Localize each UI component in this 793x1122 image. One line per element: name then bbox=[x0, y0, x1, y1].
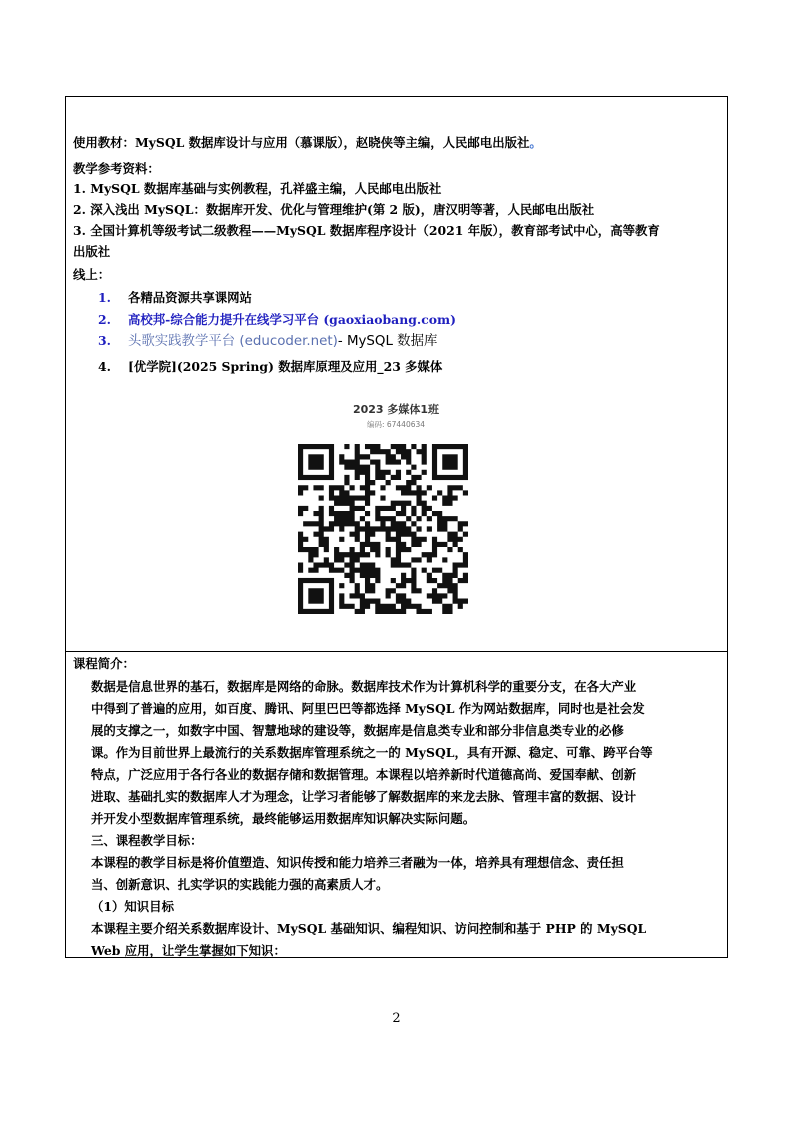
content-table bbox=[65, 96, 728, 958]
intro-line: 并开发小型数据库管理系统，最终能够运用数据库知识解决实际问题。 bbox=[91, 811, 476, 826]
knowledge-line: 本课程主要介绍关系数据库设计、MySQL 基础知识、编程知识、访问控制和基于 PHP 的 MySQL bbox=[91, 921, 647, 936]
ref-item: 出版社 bbox=[73, 244, 111, 259]
intro-title: 课程简介： bbox=[73, 656, 135, 671]
intro-line: 特点，广泛应用于各行各业的数据存储和数据管理。本课程以培养新时代道德高尚、爱国奉献、创新 bbox=[91, 767, 637, 782]
online-title: 线上： bbox=[73, 267, 111, 282]
page-number: 2 bbox=[392, 1011, 401, 1026]
intro-line: 展的支撑之一，如数字中国、智慧地球的建设等，数据库是信息类专业和部分非信息类专业的必修 bbox=[91, 723, 624, 738]
ref-item: 3. 全国计算机等级考试二级教程——MySQL 数据库程序设计（2021 年版），教育部考试中心，高等教育 bbox=[73, 223, 660, 238]
online-item-1: 1. 各精品资源共享课网站 bbox=[98, 290, 252, 305]
materials-cell bbox=[66, 97, 727, 652]
ref-item: 1. MySQL 数据库基础与实例教程，孔祥盛主编，人民邮电出版社 bbox=[73, 181, 442, 196]
online-item-2[interactable]: 2. 高校邦-综合能力提升在线学习平台 (gaoxiaobang.com) bbox=[98, 312, 456, 327]
online-item-3[interactable]: 3. 头歌实践教学平台 (educoder.net)- MySQL 数据库 bbox=[98, 333, 438, 349]
gaoxiaobang-link[interactable]: 高校邦-综合能力提升在线学习平台 (gaoxiaobang.com) bbox=[128, 312, 456, 327]
qr-title: 2023 多媒体1班 bbox=[352, 403, 440, 416]
goals-line: 本课程的教学目标是将价值塑造、知识传授和能力培养三者融为一体，培养具有理想信念、责任担 bbox=[91, 855, 624, 870]
knowledge-line: Web 应用，让学生掌握如下知识： bbox=[91, 943, 286, 958]
intro-cell bbox=[66, 652, 727, 957]
refs-title: 教学参考资料： bbox=[73, 161, 160, 176]
qr-code-image bbox=[298, 444, 468, 614]
intro-line: 中得到了普遍的应用，如百度、腾讯、阿里巴巴等都选择 MySQL 作为网站数据库，同时也是社会发 bbox=[91, 701, 645, 716]
qr-finder bbox=[298, 578, 334, 614]
ref-item: 2. 深入浅出 MySQL：数据库开发、优化与管理维护(第 2 版)，唐汉明等著，人民邮电出版社 bbox=[73, 202, 595, 217]
intro-line: 课。作为目前世界上最流行的关系数据库管理系统之一的 MySQL，具有开源、稳定、可靠、跨平台等 bbox=[91, 745, 653, 760]
intro-line: 进取、基础扎实的数据库人才为理念，让学习者能够了解数据库的来龙去脉、管理丰富的数据、设计 bbox=[91, 789, 637, 804]
qr-code-label: 编码: 67440634 bbox=[366, 420, 426, 429]
educoder-link[interactable]: 头歌实践教学平台 (educoder.net) bbox=[128, 334, 338, 349]
goals-line: 当、创新意识、扎实学识的实践能力强的高素质人才。 bbox=[91, 877, 389, 892]
online-item-4: 4. [优学院](2025 Spring) 数据库原理及应用_23 多媒体 bbox=[98, 359, 443, 374]
goals-title: 三、课程教学目标： bbox=[91, 833, 203, 848]
qr-finder bbox=[298, 444, 334, 480]
qr-finder bbox=[432, 444, 468, 480]
intro-line: 数据是信息世界的基石，数据库是网络的命脉。数据库技术作为计算机科学的重要分支，在各大产业 bbox=[91, 679, 637, 694]
knowledge-title: （1）知识目标 bbox=[91, 899, 174, 914]
textbook-line: 使用教材：MySQL 数据库设计与应用（慕课版），赵晓侠等主编，人民邮电出版社。 bbox=[73, 135, 542, 150]
